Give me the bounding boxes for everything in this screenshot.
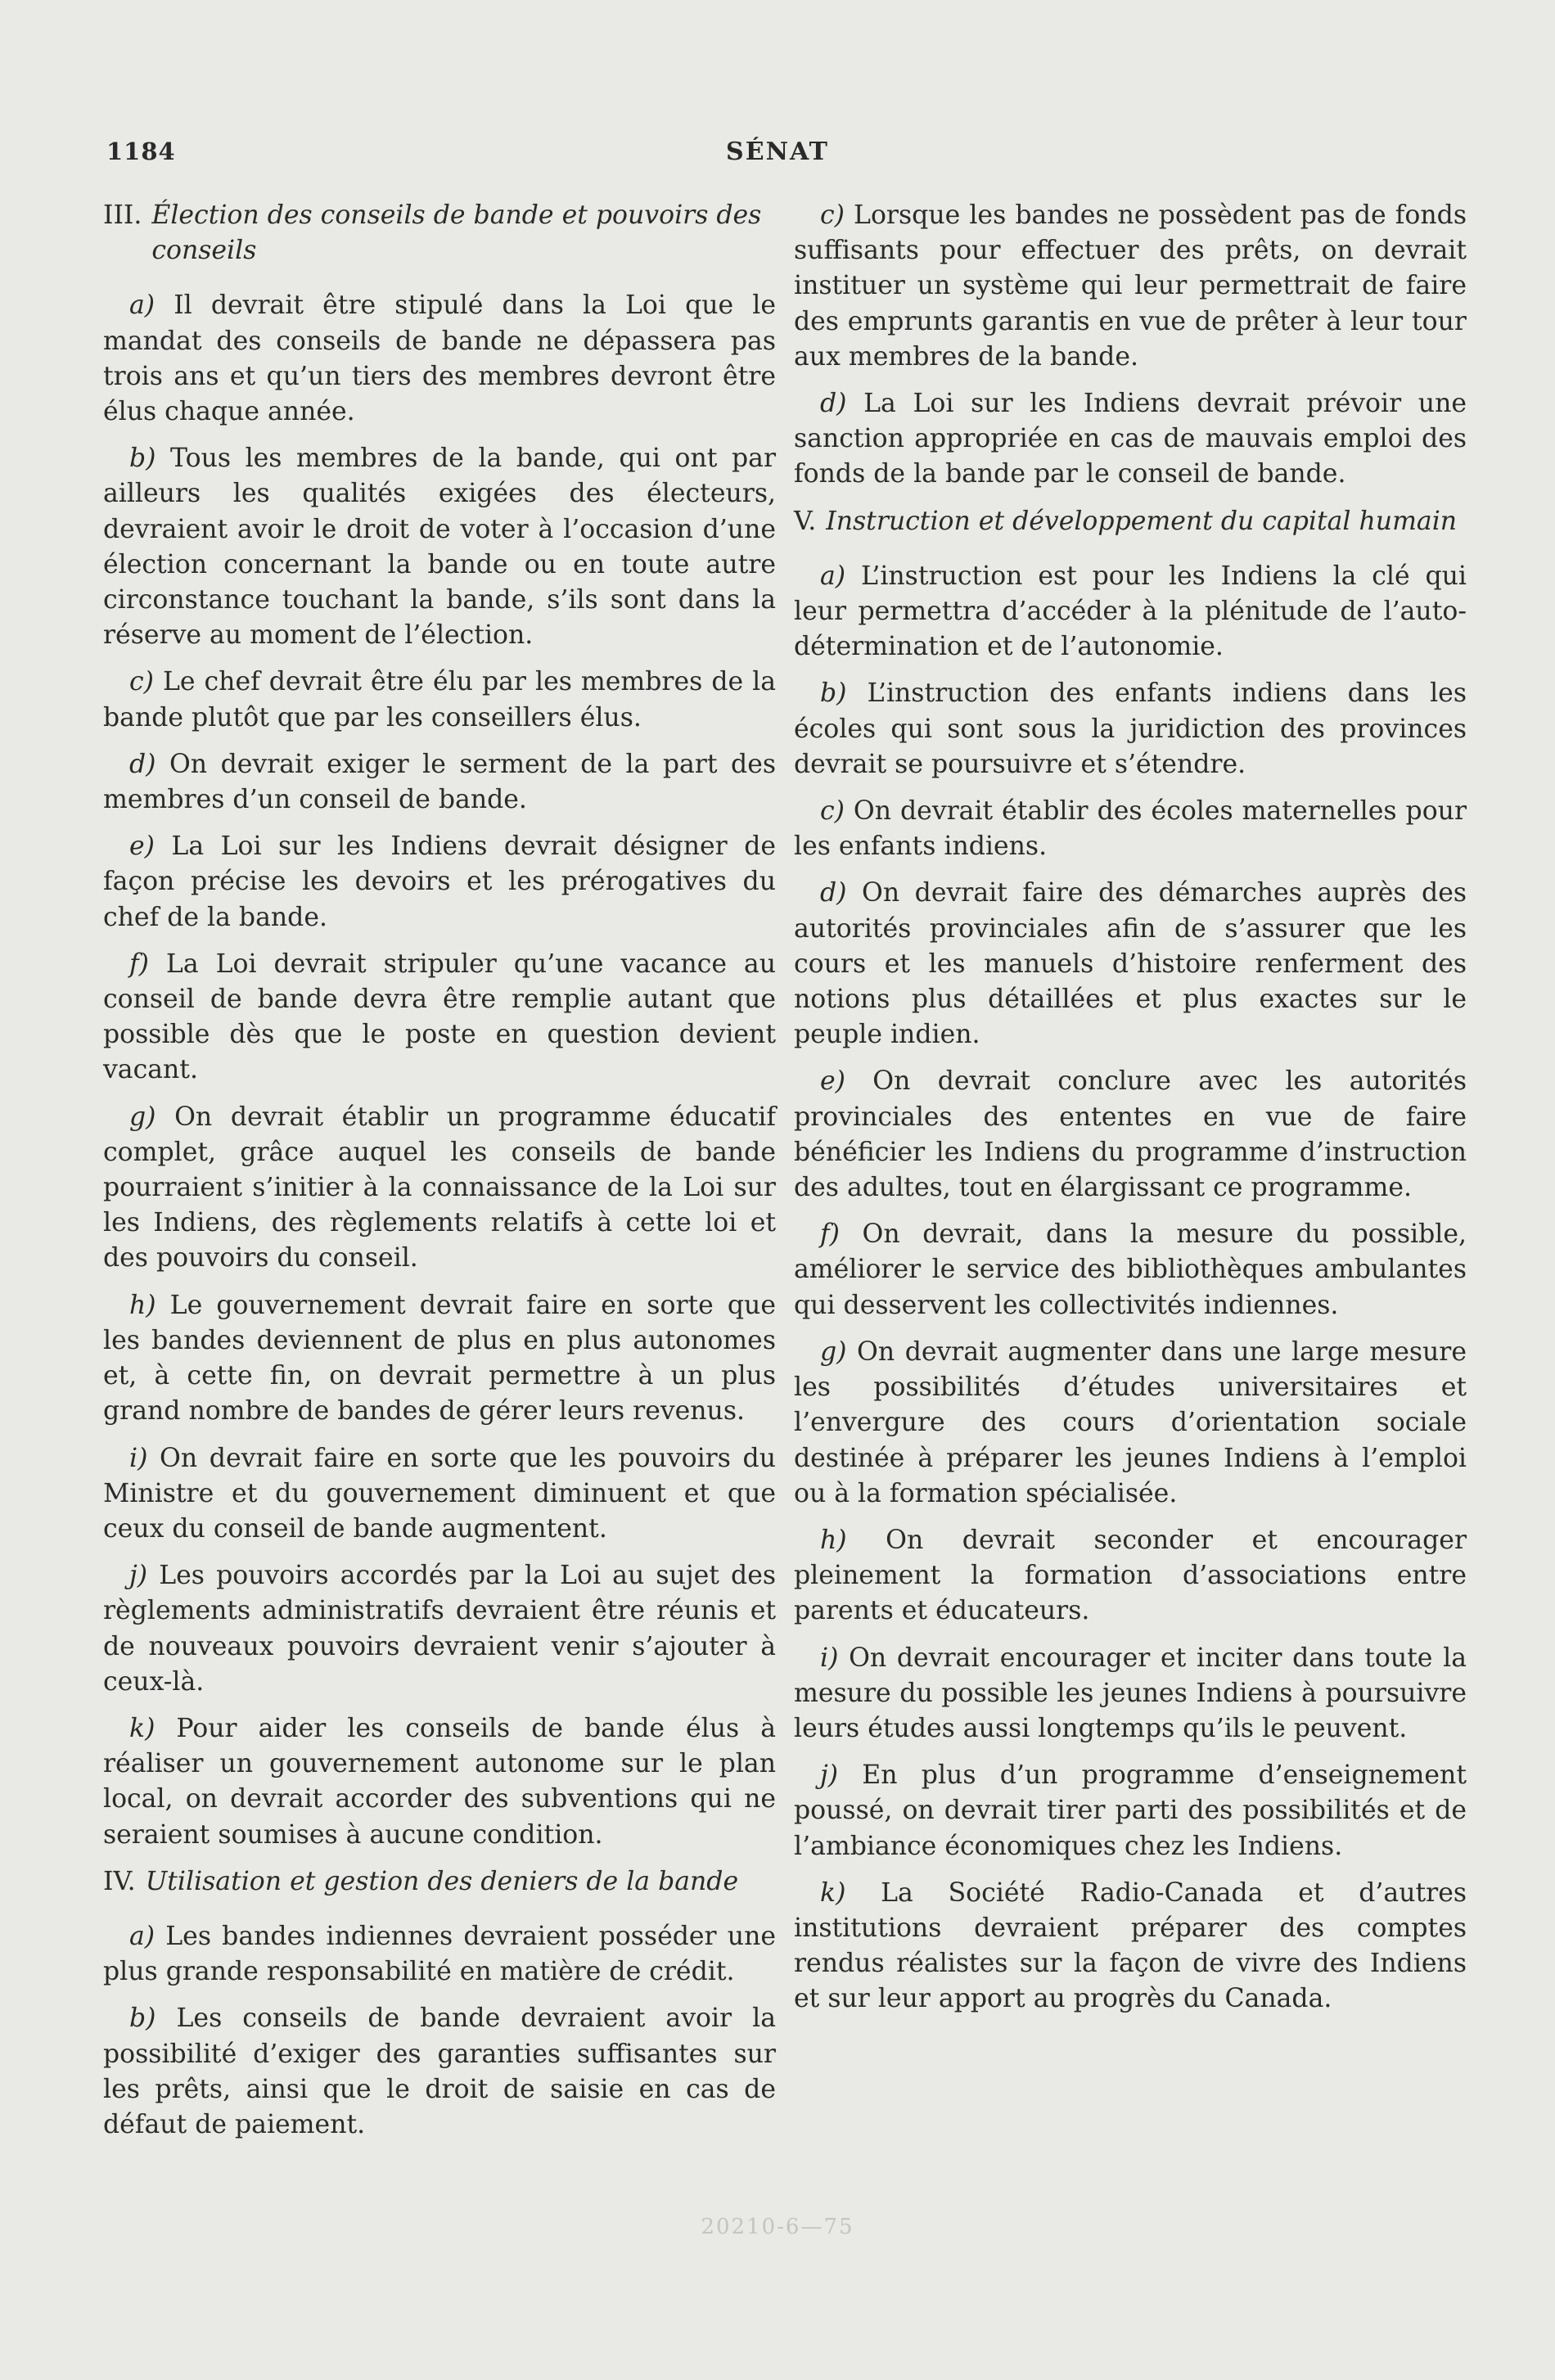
section-number: IV. xyxy=(103,1866,136,1896)
list-item xyxy=(794,1217,1467,1323)
list-item xyxy=(103,1711,776,1853)
item-label: d) xyxy=(820,389,847,419)
list-item xyxy=(794,1335,1467,1512)
list-item xyxy=(794,876,1467,1053)
item-label: g) xyxy=(820,1336,847,1367)
item-text: Tous les membres de la bande, qui ont par ailleurs les qualités exigées des électeurs, devraient avoir le droit de voter à l’occasion d’une élection concernant la bande ou en toute autre circonstance touchant la bande, s’ils sont dans la réserve au moment de l’élection. xyxy=(103,444,777,651)
item-label: j) xyxy=(820,1760,839,1791)
page-number: 1184 xyxy=(106,137,176,165)
list-item xyxy=(103,441,776,653)
item-text: On devrait établir des écoles maternelles pour les enfants indiens. xyxy=(794,796,1467,862)
item-text: En plus d’un programme d’enseignement poussé, on devrait tirer parti des possibilités et de l’ambiance économiques chez les Indiens. xyxy=(794,1760,1467,1861)
item-text: Lorsque les bandes ne possèdent pas de fonds suffisants pour effectuer des prêts, on devrait instituer un système qui leur permettrait de faire des emprunts garantis en vue de prêter à leur tour aux membres de la bande. xyxy=(794,201,1467,372)
item-text: Les bandes indiennes devraient posséder une plus grande responsabilité en matière de crédit. xyxy=(103,1921,776,1987)
item-label: b) xyxy=(129,2004,156,2034)
list-item xyxy=(103,1288,776,1430)
list-item xyxy=(103,747,776,818)
list-item xyxy=(103,947,776,1089)
list-item xyxy=(794,1641,1467,1747)
section-heading xyxy=(103,198,776,268)
item-label: d) xyxy=(129,749,156,779)
running-title: SÉNAT xyxy=(726,137,829,166)
item-text: On devrait faire des démarches auprès des autorités provinciales afin de s’assurer que les cours et les manuels d’histoire renferment des notions plus détaillées et plus exactes sur le peuple indien. xyxy=(794,878,1467,1050)
item-label: h) xyxy=(820,1525,847,1555)
page-header xyxy=(0,137,1555,178)
list-item xyxy=(794,794,1467,864)
list-item xyxy=(103,1441,776,1548)
item-label: d) xyxy=(820,878,847,908)
list-item xyxy=(103,288,776,430)
section-heading xyxy=(794,504,1467,539)
item-label: a) xyxy=(129,291,156,321)
left-column xyxy=(103,198,776,2154)
section-title: Élection des conseils de bande et pouvoirs des conseils xyxy=(151,201,762,266)
item-text: Les pouvoirs accordés par la Loi au sujet des règlements administratifs devraient être réunis et de nouveaux pouvoirs devraient venir s’ajouter à ceux-là. xyxy=(103,1561,777,1697)
item-label: b) xyxy=(820,678,847,709)
list-item xyxy=(794,1758,1467,1864)
list-item xyxy=(794,1064,1467,1206)
item-label: e) xyxy=(129,832,155,862)
item-text: Il devrait être stipulé dans la Loi que le mandat des conseils de bande ne dépassera pas trois ans et qu’un tiers des membres devront être élus chaque année. xyxy=(103,291,776,427)
list-item xyxy=(794,559,1467,665)
section-number: V. xyxy=(794,506,817,536)
item-label: j) xyxy=(129,1561,148,1591)
item-label: b) xyxy=(129,444,156,474)
item-text: On devrait augmenter dans une large mesure les possibilités d’études universitaires et l’envergure des cours d’orientation sociale destinée à préparer les jeunes Indiens à l’emploi ou à la formation spécialisée. xyxy=(794,1336,1467,1508)
item-text: La Société Radio-Canada et d’autres institutions devraient préparer des comptes rendus réalistes sur la façon de vivre des Indiens et sur leur apport au progrès du Canada. xyxy=(794,1877,1467,2014)
right-column xyxy=(794,198,1467,2029)
list-item xyxy=(103,1558,776,1700)
list-item xyxy=(794,198,1467,375)
item-text: La Loi sur les Indiens devrait désigner de façon précise les devoirs et les prérogatives du chef de la bande. xyxy=(103,832,776,932)
list-item xyxy=(794,676,1467,782)
item-text: On devrait encourager et inciter dans toute la mesure du possible les jeunes Indiens à poursuivre leurs études aussi longtemps qu’ils le peuvent. xyxy=(794,1643,1467,1743)
item-label: a) xyxy=(820,561,846,591)
list-item xyxy=(103,2001,776,2143)
section-number: III. xyxy=(103,201,142,230)
list-item xyxy=(794,1523,1467,1629)
list-item xyxy=(794,386,1467,493)
item-label: i) xyxy=(820,1643,839,1673)
section-title: Utilisation et gestion des deniers de la bande xyxy=(145,1866,739,1896)
item-label: i) xyxy=(129,1443,148,1473)
item-text: Le gouvernement devrait faire en sorte que les bandes deviennent de plus en plus autonomes et, à cette fin, on devrait permettre à un plus grand nombre de bandes de gérer leurs revenus. xyxy=(103,1290,776,1427)
item-text: On devrait faire en sorte que les pouvoirs du Ministre et du gouvernement diminuent et que ceux du conseil de bande augmentent. xyxy=(103,1443,777,1544)
item-text: On devrait établir un programme éducatif complet, grâce auquel les conseils de bande pourraient s’initier à la connaissance de la Loi sur les Indiens, des règlements relatifs à cette loi et des pouvoirs du conseil. xyxy=(103,1102,776,1273)
list-item xyxy=(794,1876,1467,2017)
item-label: c) xyxy=(129,667,154,697)
print-code: 20210-6—75 xyxy=(701,2215,854,2239)
item-text: On devrait seconder et encourager pleinement la formation d’associations entre parents et éducateurs. xyxy=(794,1525,1467,1626)
list-item xyxy=(103,1919,776,1990)
item-label: a) xyxy=(129,1921,156,1951)
section-heading xyxy=(103,1864,776,1900)
item-label: k) xyxy=(129,1713,156,1743)
item-label: e) xyxy=(820,1066,845,1097)
section-title: Instruction et développement du capital humain xyxy=(826,506,1458,536)
item-text: On devrait conclure avec les autorités provinciales des ententes en vue de faire bénéficier les Indiens du programme d’instruction des adultes, tout en élargissant ce programme. xyxy=(794,1066,1467,1203)
item-text: On devrait, dans la mesure du possible, améliorer le service des bibliothèques ambulantes qui desservent les collectivités indiennes. xyxy=(794,1219,1467,1320)
item-label: c) xyxy=(820,201,845,230)
item-text: La Loi devrait stripuler qu’une vacance au conseil de bande devra être remplie autant que possible dès que le poste en question devient vacant. xyxy=(103,949,777,1085)
item-text: L’instruction des enfants indiens dans les écoles qui sont sous la juridiction des provinces devrait se poursuivre et s’étendre. xyxy=(794,678,1467,779)
item-text: Les conseils de bande devraient avoir la possibilité d’exiger des garanties suffisantes sur les prêts, ainsi que le droit de saisie en cas de défaut de paiement. xyxy=(103,2004,776,2139)
item-text: L’instruction est pour les Indiens la clé qui leur permettra d’accéder à la plénitude de l’auto-détermination et de l’autonomie. xyxy=(794,561,1467,662)
item-label: h) xyxy=(129,1290,156,1320)
item-label: g) xyxy=(129,1102,156,1132)
item-text: On devrait exiger le serment de la part des membres d’un conseil de bande. xyxy=(103,749,777,815)
list-item xyxy=(103,665,776,735)
item-text: Le chef devrait être élu par les membres de la bande plutôt que par les conseillers élus. xyxy=(103,667,776,732)
item-label: k) xyxy=(820,1877,846,1908)
item-text: Pour aider les conseils de bande élus à réaliser un gouvernement autonome sur le plan local, on devrait accorder des subventions qui ne seraient soumises à aucune condition. xyxy=(103,1713,776,1850)
list-item xyxy=(103,1100,776,1277)
item-text: La Loi sur les Indiens devrait prévoir une sanction appropriée en cas de mauvais emploi des fonds de la bande par le conseil de bande. xyxy=(794,389,1467,489)
list-item xyxy=(103,829,776,935)
item-label: c) xyxy=(820,796,845,827)
item-label: f) xyxy=(129,949,149,979)
item-label: f) xyxy=(820,1219,840,1250)
